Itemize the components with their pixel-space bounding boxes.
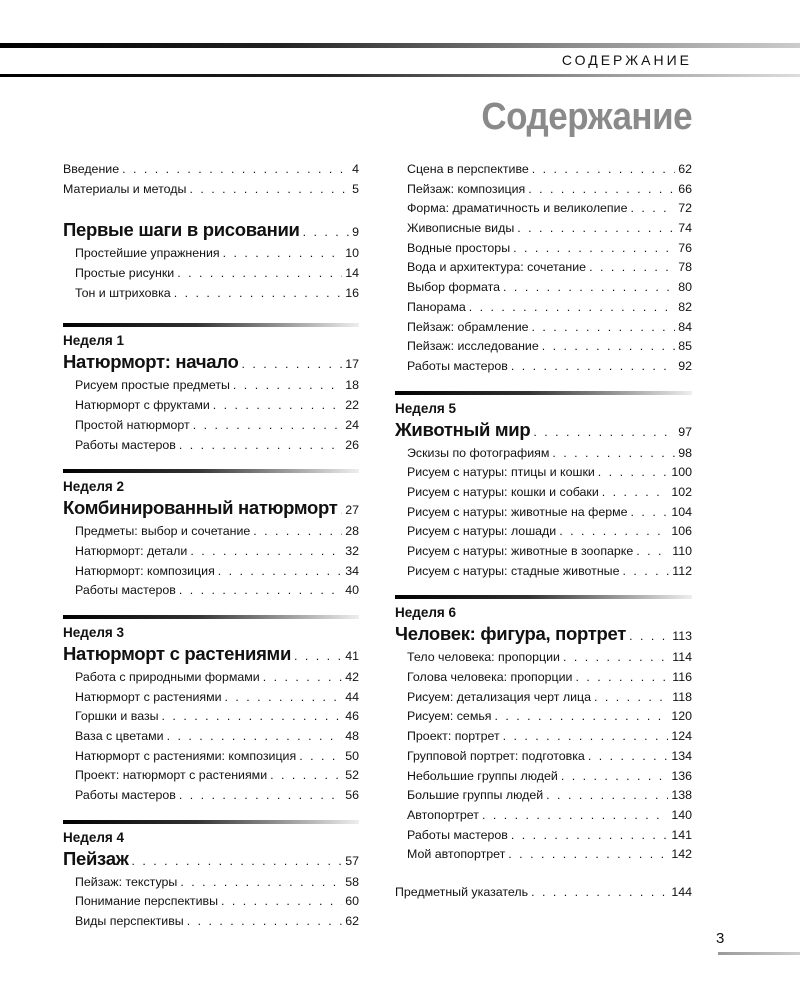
toc-entry-page: 142 xyxy=(671,847,692,862)
section-page: 27 xyxy=(345,503,359,518)
toc-entry-page: 144 xyxy=(671,884,692,899)
toc-entry[interactable] xyxy=(395,564,692,584)
week-label: Неделя 4 xyxy=(63,829,125,845)
toc-entry[interactable] xyxy=(395,847,692,867)
toc-section-heading[interactable] xyxy=(63,497,359,524)
toc-entry-title: Горшки и вазы xyxy=(75,709,159,724)
toc-entry[interactable] xyxy=(63,875,359,895)
toc-entry-page: 141 xyxy=(671,827,692,842)
toc-entry-title: Работы мастеров xyxy=(407,358,508,373)
dot-leader xyxy=(177,266,342,280)
toc-entry[interactable] xyxy=(63,583,359,603)
toc-entry[interactable] xyxy=(395,709,692,729)
toc-entry-title: Рисуем: семья xyxy=(407,709,492,724)
toc-entry-page: 134 xyxy=(671,748,692,763)
toc-entry-title: Форма: драматичность и великолепие xyxy=(407,201,628,216)
toc-entry-title: Виды перспективы xyxy=(75,914,184,929)
toc-entry-page: 10 xyxy=(345,246,359,261)
toc-entry-title: Пейзаж: текстуры xyxy=(75,874,178,889)
dot-leader xyxy=(559,524,668,538)
toc-entry-page: 140 xyxy=(671,807,692,822)
toc-entry-title: Большие группы людей xyxy=(407,788,544,803)
dot-leader xyxy=(253,524,342,538)
dot-leader xyxy=(531,885,668,899)
toc-entry-page: 92 xyxy=(678,358,692,373)
toc-entry-page: 74 xyxy=(678,221,692,236)
toc-entry[interactable] xyxy=(63,690,359,710)
dot-leader xyxy=(631,505,669,519)
toc-entry-page: 34 xyxy=(345,563,359,578)
toc-right-column xyxy=(395,162,692,905)
toc-entry[interactable] xyxy=(395,690,692,710)
page-number: 3 xyxy=(716,930,725,947)
dot-leader xyxy=(180,875,342,889)
week-label: Неделя 3 xyxy=(63,624,125,640)
toc-entry-page: 22 xyxy=(345,398,359,413)
section-title: Животный мир xyxy=(395,418,531,440)
toc-entry-title: Рисуем простые предметы xyxy=(75,378,230,393)
toc-entry-page: 28 xyxy=(345,524,359,539)
dot-leader xyxy=(299,749,342,763)
toc-entry-title: Эскизы по фотографиям xyxy=(407,445,550,460)
toc-entry-page: 42 xyxy=(345,669,359,684)
toc-entry-title: Вода и архитектура: сочетание xyxy=(407,260,587,275)
toc-entry-page: 124 xyxy=(671,729,692,744)
toc-entry-title: Выбор формата xyxy=(407,280,501,295)
toc-entry-title: Натюрморт: детали xyxy=(75,543,188,558)
toc-entry-page: 118 xyxy=(672,689,692,704)
dot-leader xyxy=(636,544,669,558)
toc-entry-page: 116 xyxy=(672,670,692,685)
dot-leader xyxy=(528,182,675,196)
toc-entry-title: Водные просторы xyxy=(407,240,511,255)
toc-section-heading[interactable] xyxy=(63,848,359,875)
dot-leader xyxy=(546,788,668,802)
running-header: СОДЕРЖАНИЕ xyxy=(561,52,692,68)
dot-leader xyxy=(575,670,669,684)
toc-entry-page: 78 xyxy=(678,260,692,275)
toc-entry[interactable] xyxy=(63,894,359,914)
toc-entry-title: Работа с природными формами xyxy=(75,669,260,684)
toc-entry[interactable] xyxy=(63,378,359,398)
toc-entry[interactable] xyxy=(395,544,692,564)
section-title: Пейзаж xyxy=(63,847,129,869)
toc-entry[interactable] xyxy=(395,465,692,485)
toc-entry[interactable] xyxy=(395,788,692,808)
toc-entry-page: 100 xyxy=(671,465,692,480)
toc-entry-page: 26 xyxy=(345,437,359,452)
week-divider xyxy=(63,820,359,824)
toc-entry-page: 56 xyxy=(345,788,359,803)
toc-entry-title: Рисуем с натуры: лошади xyxy=(407,524,557,539)
section-title: Человек: фигура, портрет xyxy=(395,623,627,645)
toc-entry-title: Рисуем с натуры: птицы и кошки xyxy=(407,465,595,480)
toc-entry-title: Рисуем с натуры: кошки и собаки xyxy=(407,484,599,499)
dot-leader xyxy=(187,914,343,928)
toc-entry[interactable] xyxy=(395,446,692,466)
toc-section-heading[interactable] xyxy=(63,219,359,246)
toc-entry-page: 52 xyxy=(345,768,359,783)
toc-section-heading[interactable] xyxy=(395,623,692,650)
toc-entry[interactable] xyxy=(395,339,692,359)
week-divider xyxy=(395,595,692,599)
toc-entry-page: 112 xyxy=(672,563,692,578)
toc-entry[interactable] xyxy=(63,670,359,690)
dot-leader xyxy=(218,564,342,578)
toc-entry-title: Рисуем с натуры: стадные животные xyxy=(407,563,620,578)
dot-leader xyxy=(294,649,342,663)
toc-entry-title: Предметы: выбор и сочетание xyxy=(75,524,251,539)
toc-entry[interactable] xyxy=(63,729,359,749)
toc-entry[interactable] xyxy=(63,709,359,729)
toc-entry-title: Пейзаж: композиция xyxy=(407,181,526,196)
section-title: Комбинированный натюрморт xyxy=(63,497,338,519)
toc-entry-title: Тон и штриховка xyxy=(75,285,171,300)
toc-entry[interactable] xyxy=(63,768,359,788)
toc-entry[interactable] xyxy=(395,769,692,789)
toc-entry-page: 136 xyxy=(671,768,692,783)
toc-entry[interactable] xyxy=(63,162,359,182)
toc-entry-page: 76 xyxy=(678,240,692,255)
toc-entry[interactable] xyxy=(63,544,359,564)
week-divider xyxy=(395,391,692,395)
dot-leader xyxy=(122,162,349,176)
dot-leader xyxy=(542,339,675,353)
toc-entry-page: 106 xyxy=(671,524,692,539)
dot-leader xyxy=(193,418,343,432)
dot-leader xyxy=(179,788,342,802)
section-title: Натюрморт: начало xyxy=(63,351,239,373)
toc-entry[interactable] xyxy=(63,182,359,202)
toc-entry[interactable] xyxy=(395,485,692,505)
toc-entry-page: 104 xyxy=(671,504,692,519)
toc-entry-title: Проект: портрет xyxy=(407,729,500,744)
section-page: 57 xyxy=(345,853,359,868)
toc-entry-title: Понимание перспективы xyxy=(75,894,219,909)
dot-leader xyxy=(263,670,343,684)
toc-entry-title: Рисуем с натуры: животные в зоопарке xyxy=(407,544,634,558)
toc-entry-page: 85 xyxy=(678,339,692,354)
toc-entry-page: 40 xyxy=(345,583,359,598)
toc-entry[interactable] xyxy=(63,788,359,808)
week-label: Неделя 1 xyxy=(63,333,125,349)
toc-entry-title: Натюрморт с растениями xyxy=(75,689,222,704)
toc-entry-title: Простейшие упражнения xyxy=(75,246,220,261)
toc-entry[interactable] xyxy=(63,398,359,418)
toc-entry-title: Введение xyxy=(63,162,120,176)
toc-entry-page: 72 xyxy=(678,201,692,216)
toc-entry-title: Автопортрет xyxy=(407,807,479,822)
dot-leader xyxy=(469,300,675,314)
dot-leader xyxy=(223,246,343,260)
page-title: Содержание xyxy=(481,96,692,138)
toc-entry-page: 4 xyxy=(352,162,359,176)
toc-entry-title: Пейзаж: исследование xyxy=(407,339,539,354)
dot-leader xyxy=(174,286,343,300)
toc-entry[interactable] xyxy=(395,749,692,769)
toc-entry-page: 102 xyxy=(671,484,692,499)
toc-entry-title: Работы мастеров xyxy=(75,583,176,598)
toc-entry-page: 110 xyxy=(672,544,692,558)
top-rule xyxy=(0,43,800,48)
toc-entry[interactable] xyxy=(395,729,692,749)
section-page: 97 xyxy=(678,424,692,439)
dot-leader xyxy=(594,690,669,704)
dot-leader xyxy=(602,485,669,499)
toc-entry-title: Рисуем с натуры: животные на ферме xyxy=(407,504,628,519)
dot-leader xyxy=(179,583,342,597)
toc-entry-title: Натюрморт: композиция xyxy=(75,563,215,578)
dot-leader xyxy=(589,260,675,274)
dot-leader xyxy=(532,162,675,176)
toc-entry[interactable] xyxy=(63,564,359,584)
toc-entry-page: 46 xyxy=(345,709,359,724)
week-divider xyxy=(63,323,359,327)
section-page: 9 xyxy=(352,225,359,240)
section-page: 113 xyxy=(672,629,692,644)
toc-entry-page: 44 xyxy=(345,689,359,704)
dot-leader xyxy=(341,503,343,517)
dot-leader xyxy=(511,828,668,842)
toc-entry-page: 24 xyxy=(345,417,359,432)
toc-entry[interactable] xyxy=(63,524,359,544)
toc-entry-title: Работы мастеров xyxy=(75,437,176,452)
toc-section-heading[interactable] xyxy=(395,419,692,446)
toc-entry-title: Живописные виды xyxy=(407,221,515,236)
toc-entry-page: 58 xyxy=(345,874,359,889)
toc-entry-page: 84 xyxy=(678,319,692,334)
toc-entry[interactable] xyxy=(395,260,692,280)
toc-entry[interactable] xyxy=(63,246,359,266)
toc-entry[interactable] xyxy=(395,670,692,690)
toc-entry[interactable] xyxy=(395,828,692,848)
dot-leader xyxy=(270,768,342,782)
toc-entry[interactable] xyxy=(395,505,692,525)
toc-entry-title: Групповой портрет: подготовка xyxy=(407,748,585,763)
dot-leader xyxy=(533,425,675,439)
toc-entry[interactable] xyxy=(63,749,359,769)
toc-entry-page: 16 xyxy=(345,285,359,300)
section-page: 17 xyxy=(345,357,359,372)
toc-entry-title: Пейзаж: обрамление xyxy=(407,319,529,334)
toc-entry-title: Небольшие группы людей xyxy=(407,768,558,783)
toc-entry-page: 14 xyxy=(345,266,359,281)
toc-section-heading[interactable] xyxy=(63,351,359,378)
toc-entry-title: Простой натюрморт xyxy=(75,417,190,432)
toc-entry-page: 5 xyxy=(352,181,359,196)
toc-entry[interactable] xyxy=(395,280,692,300)
dot-leader xyxy=(513,241,675,255)
toc-entry-title: Рисуем: детализация черт лица xyxy=(407,689,591,704)
dot-leader xyxy=(213,398,342,412)
dot-leader xyxy=(532,320,676,334)
dot-leader xyxy=(303,225,349,239)
toc-entry-page: 62 xyxy=(678,162,692,176)
dot-leader xyxy=(221,894,342,908)
toc-entry[interactable] xyxy=(63,286,359,306)
toc-entry[interactable] xyxy=(395,320,692,340)
dot-leader xyxy=(561,769,668,783)
toc-entry-page: 62 xyxy=(345,914,359,929)
dot-leader xyxy=(241,357,342,371)
toc-entry-title: Мой автопортрет xyxy=(407,847,506,862)
week-label: Неделя 2 xyxy=(63,479,125,495)
toc-entry[interactable] xyxy=(395,241,692,261)
week-label: Неделя 5 xyxy=(395,400,457,416)
toc-entry-title: Материалы и методы xyxy=(63,181,187,196)
dot-leader xyxy=(190,544,342,558)
dot-leader xyxy=(495,709,669,723)
toc-entry[interactable] xyxy=(395,221,692,241)
toc-entry[interactable] xyxy=(63,438,359,458)
section-title: Натюрморт с растениями xyxy=(63,642,292,664)
section-page: 41 xyxy=(345,648,359,663)
toc-entry[interactable] xyxy=(395,201,692,221)
toc-entry-title: Ваза с цветами xyxy=(75,729,164,743)
toc-entry-page: 32 xyxy=(345,543,359,558)
dot-leader xyxy=(233,378,342,392)
toc-entry-title: Голова человека: пропорции xyxy=(407,670,573,685)
header-bar xyxy=(0,74,800,77)
toc-entry-title: Проект: натюрморт с растениями xyxy=(75,768,268,783)
toc-entry-title: Работы мастеров xyxy=(407,827,508,842)
dot-leader xyxy=(179,438,342,452)
toc-entry[interactable] xyxy=(395,524,692,544)
toc-entry[interactable] xyxy=(395,182,692,202)
dot-leader xyxy=(552,446,675,460)
dot-leader xyxy=(225,690,343,704)
dot-leader xyxy=(162,709,343,723)
toc-entry[interactable] xyxy=(63,266,359,286)
toc-entry-page: 120 xyxy=(671,709,692,724)
toc-entry-title: Панорама xyxy=(407,299,466,314)
section-title: Первые шаги в рисовании xyxy=(63,219,300,241)
toc-entry[interactable] xyxy=(395,300,692,320)
dot-leader xyxy=(517,221,675,235)
toc-entry-page: 48 xyxy=(345,729,359,743)
dot-leader xyxy=(503,729,669,743)
toc-entry-title: Натюрморт с растениями: композиция xyxy=(75,748,297,763)
week-divider xyxy=(63,615,359,619)
toc-entry-title: Тело человека: пропорции xyxy=(407,650,560,665)
toc-entry-title: Простые рисунки xyxy=(75,266,175,281)
toc-entry-page: 18 xyxy=(345,378,359,393)
dot-leader xyxy=(588,749,669,763)
toc-entry-title: Сцена в перспективе xyxy=(407,162,529,176)
toc-entry[interactable] xyxy=(63,418,359,438)
dot-leader xyxy=(629,629,669,643)
toc-left-column xyxy=(63,162,359,934)
dot-leader xyxy=(167,729,343,743)
week-label: Неделя 6 xyxy=(395,605,457,621)
dot-leader xyxy=(482,808,668,822)
toc-entry[interactable] xyxy=(395,650,692,670)
dot-leader xyxy=(511,359,675,373)
toc-entry-page: 138 xyxy=(671,788,692,803)
dot-leader xyxy=(132,854,343,868)
week-divider xyxy=(63,469,359,473)
toc-entry[interactable] xyxy=(395,359,692,379)
dot-leader xyxy=(622,564,669,578)
toc-entry-title: Натюрморт с фруктами xyxy=(75,398,210,413)
dot-leader xyxy=(503,280,675,294)
toc-entry-page: 98 xyxy=(678,445,692,460)
toc-entry-page: 66 xyxy=(678,181,692,196)
dot-leader xyxy=(189,182,349,196)
toc-entry[interactable] xyxy=(395,162,692,182)
toc-entry-title: Работы мастеров xyxy=(75,788,176,803)
toc-entry-page: 80 xyxy=(678,280,692,295)
toc-entry-page: 114 xyxy=(672,650,692,665)
dot-leader xyxy=(630,201,675,215)
toc-entry[interactable] xyxy=(63,914,359,934)
toc-entry-page: 82 xyxy=(678,299,692,314)
toc-entry[interactable] xyxy=(395,885,692,905)
toc-entry-page: 60 xyxy=(345,894,359,909)
toc-entry-title: Предметный указатель xyxy=(395,884,529,899)
dot-leader xyxy=(563,650,669,664)
toc-entry[interactable] xyxy=(395,808,692,828)
dot-leader xyxy=(508,847,668,861)
footer-bar xyxy=(718,952,800,955)
toc-section-heading[interactable] xyxy=(63,643,359,670)
toc-entry-page: 50 xyxy=(345,748,359,763)
dot-leader xyxy=(598,465,669,479)
